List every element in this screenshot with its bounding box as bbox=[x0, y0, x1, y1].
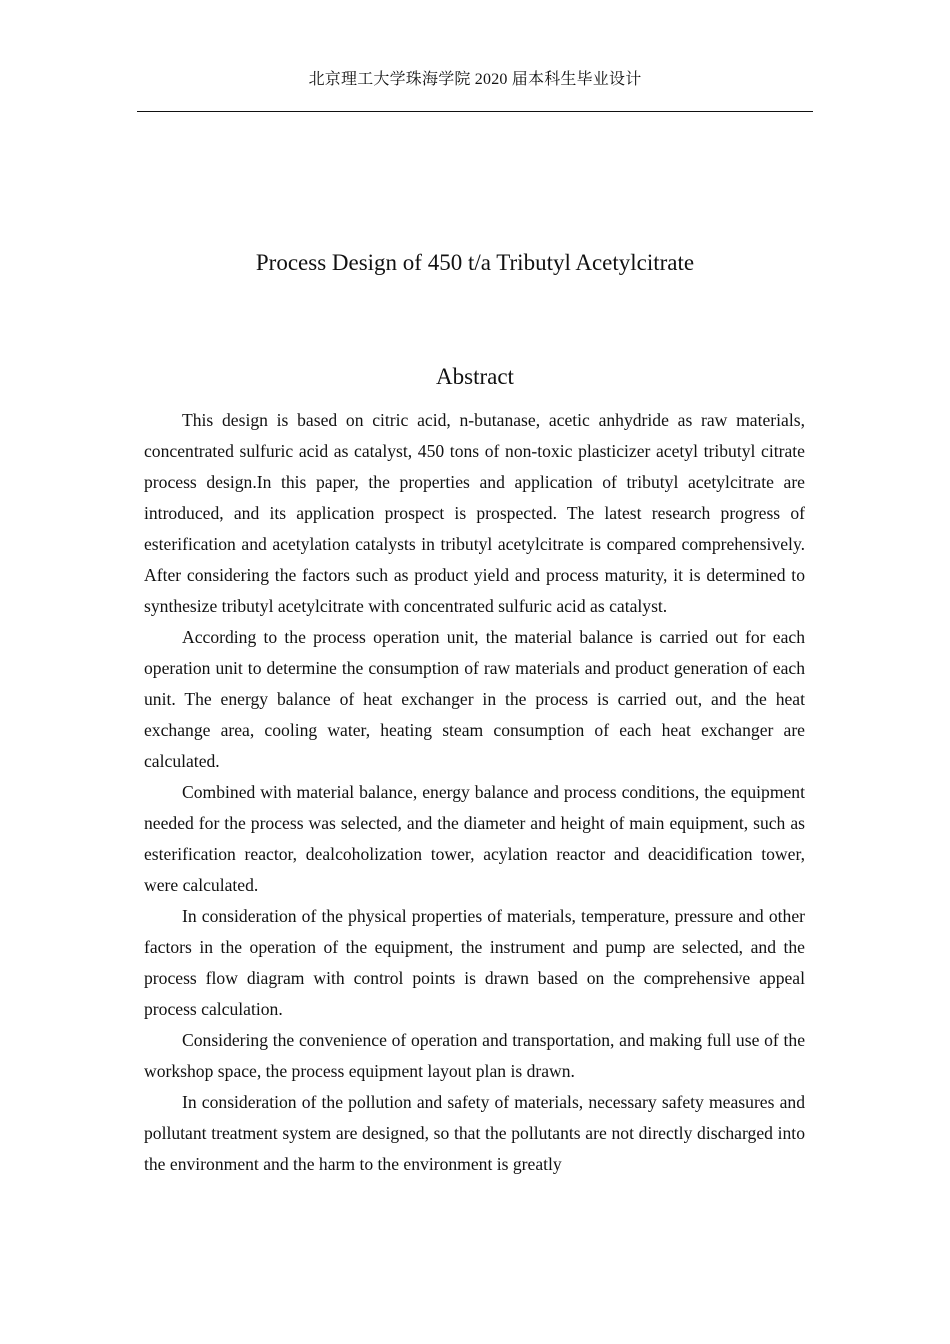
abstract-paragraph: In consideration of the pollution and safety of materials, necessary safety measures and pollutant treatment system are designed, so that the pollutants are not directly discharged into the environment and the harm to the environment is greatly bbox=[144, 1092, 805, 1174]
abstract-paragraph: This design is based on citric acid, n-butanase, acetic anhydride as raw materials, concentrated sulfuric acid as catalyst, 450 tons of non-toxic plasticizer acetyl tributyl citrate process design.In this paper, the properties and application of tributyl acetylcitrate are introduced, and its application prospect is prospected. The latest research progress of esterification and acetylation catalysts in tributyl acetylcitrate is compared comprehensively. After considering the factors such as product yield and process maturity, it is determined to synthesize tributyl acetylcitrate with concentrated sulfuric acid as catalyst. bbox=[144, 410, 805, 616]
running-header: 北京理工大学珠海学院 2020 届本科生毕业设计 bbox=[308, 71, 642, 88]
abstract-paragraph: Combined with material balance, energy balance and process conditions, the equipment needed for the process was selected, and the diameter and height of main equipment, such as esterification reactor, dealcoholization tower, acylation reactor and deacidification tower, were calculated. bbox=[144, 782, 805, 895]
abstract-body bbox=[144, 405, 805, 1213]
header-rule bbox=[137, 111, 813, 112]
document-title: Process Design of 450 t/a Tributyl Acetylcitrate bbox=[255, 250, 695, 275]
abstract-paragraph: In consideration of the physical properties of materials, temperature, pressure and other factors in the operation of the equipment, the instrument and pump are selected, and the process flow diagram with control points is drawn based on the comprehensive appeal process calculation. bbox=[144, 906, 805, 1019]
abstract-heading: Abstract bbox=[436, 364, 514, 389]
abstract-paragraph: Considering the convenience of operation and transportation, and making full use of the workshop space, the process equipment layout plan is drawn. bbox=[144, 1030, 805, 1081]
abstract-paragraph: According to the process operation unit, the material balance is carried out for each operation unit to determine the consumption of raw materials and product generation of each unit. The energy balance of heat exchanger in the process is carried out, and the heat exchange area, cooling water, heating steam consumption of each heat exchanger are calculated. bbox=[144, 627, 805, 771]
